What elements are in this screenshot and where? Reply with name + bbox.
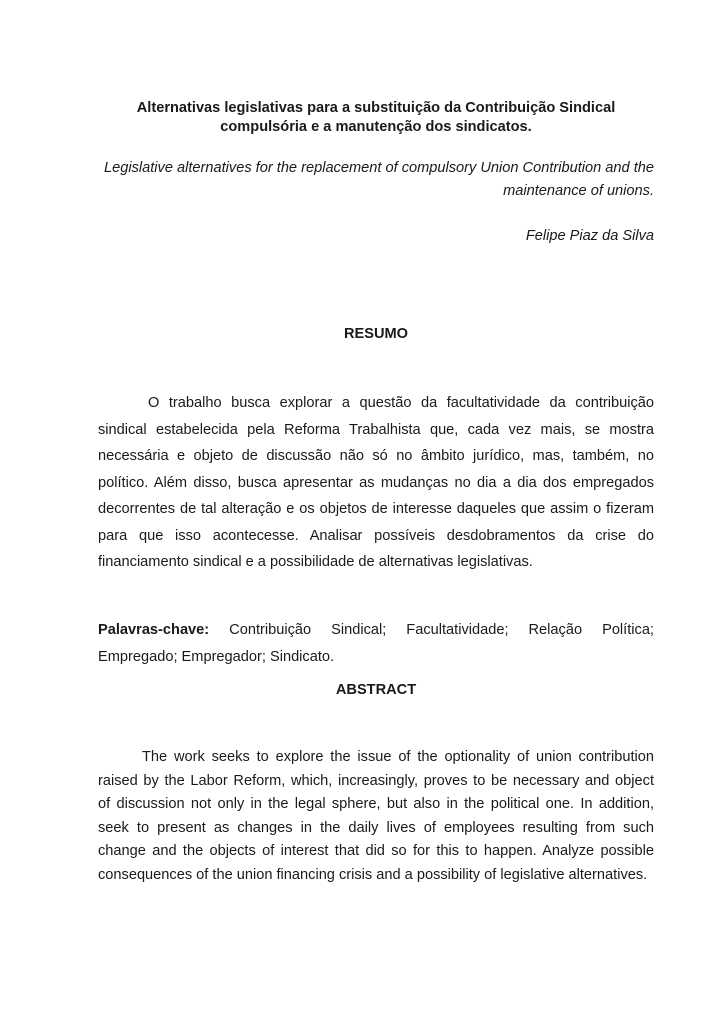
resumo-line: sindical estabelecida pela Reforma Trabalhista que, cada vez mais, se mostra <box>98 421 654 438</box>
english-title <box>98 157 654 203</box>
abstract-line: change and the objects of interest that did so for this to happen. Analyze possible <box>98 843 654 859</box>
keywords-line-2: Empregado; Empregador; Sindicato. <box>98 648 335 665</box>
resumo-body <box>98 390 654 576</box>
resumo-line: O trabalho busca explorar a questão da facultatividade da contribuição <box>148 395 654 411</box>
abstract-line: consequences of the union financing crisis and a possibility of legislative alternatives. <box>98 866 648 883</box>
abstract-body <box>98 746 654 887</box>
keywords-block <box>98 617 654 670</box>
resumo-line: político. Além disso, busca apresentar as mudanças no dia a dia dos empregados <box>98 474 654 491</box>
keywords-list-part-1: Contribuição Sindical; Facultatividade; Relação Política; <box>229 622 654 638</box>
paper-title-line-1: Alternativas legislativas para a substituição da Contribuição Sindical <box>136 100 616 116</box>
abstract-line: of discussion not only in the legal sphere, but also in the political one. In addition, <box>98 796 654 812</box>
resumo-line: necessária e objeto de discussão não só no âmbito jurídico, mas, também, no <box>98 448 654 464</box>
resumo-heading: RESUMO <box>343 326 409 342</box>
resumo-line: para que isso acontecesse. Analisar possíveis desdobramentos da crise do <box>98 527 654 544</box>
resumo-line: financiamento sindical e a possibilidade de alternativas legislativas. <box>98 554 533 570</box>
english-title-line-2: maintenance of unions. <box>503 183 654 199</box>
keywords-label: Palavras-chave: <box>98 622 210 638</box>
paper-title-line-2: compulsória e a manutenção dos sindicatos. <box>220 119 532 135</box>
abstract-line: seek to present as changes in the daily lives of employees resulting from such <box>98 819 654 836</box>
abstract-line: The work seeks to explore the issue of the optionality of union contribution <box>142 749 654 765</box>
abstract-heading: ABSTRACT <box>335 682 417 698</box>
paper-title <box>98 99 654 137</box>
abstract-line: raised by the Labor Reform, which, increasingly, proves to be necessary and object <box>98 772 654 789</box>
keywords-line-1 <box>98 617 654 644</box>
author-name: Felipe Piaz da Silva <box>525 228 654 244</box>
english-title-line-1: Legislative alternatives for the replacement of compulsory Union Contribution and the <box>103 160 654 176</box>
resumo-line: decorrentes de tal alteração e os objetos de interesse daqueles que assim o fizeram <box>98 501 654 517</box>
